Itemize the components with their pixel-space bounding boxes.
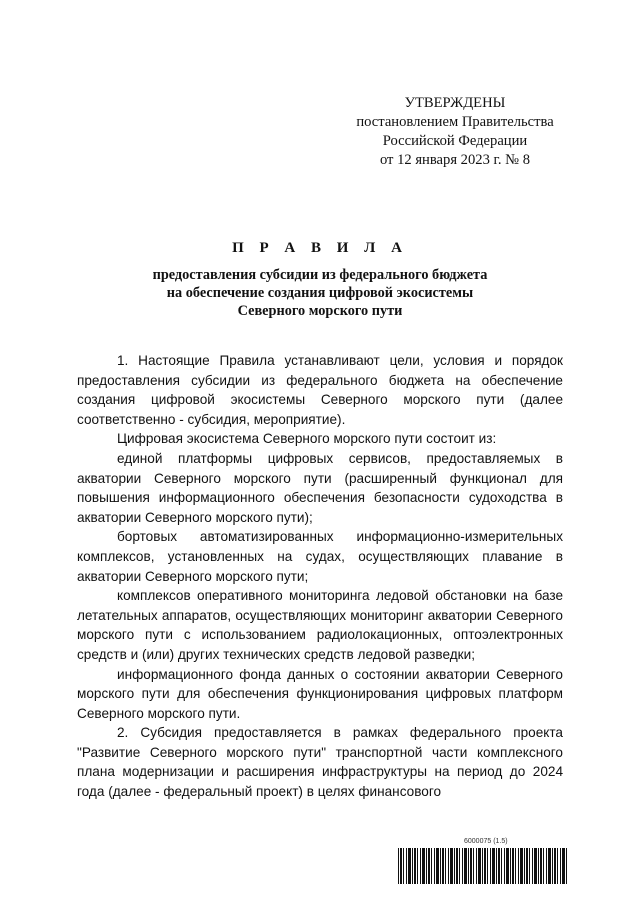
barcode-label: 6000075 (1.5) (464, 838, 508, 845)
barcode-image (398, 848, 568, 884)
document-subtitle (100, 266, 540, 320)
body-paragraph: 2. Субсидия предоставляется в рамках федерального проекта "Развитие Северного морского пути" транспортной части комплексного плана модернизации и расширения инфраструктуры на период до 2024 года (далее - федеральный проект) в целях финансового (77, 725, 563, 800)
subtitle-line: предоставления субсидии из федерального бюджета (152, 267, 488, 283)
subtitle-line: на обеспечение создания цифровой экосистемы (166, 285, 474, 301)
document-body (77, 351, 563, 802)
subtitle-line: Северного морского пути (237, 303, 403, 319)
body-paragraph: информационного фонда данных о состоянии акватории Северного морского пути для обеспечения функционирования цифровых платформ Северного морского пути. (77, 666, 563, 721)
approval-heading: УТВЕРЖДЕНЫ (404, 95, 506, 111)
body-paragraph: Цифровая экосистема Северного морского пути состоит из: (117, 431, 497, 447)
barcode-block (398, 838, 568, 886)
approval-line-date: от 12 января 2023 г. № 8 (379, 152, 531, 168)
approval-line-government: Российской Федерации (382, 133, 528, 149)
approval-stamp (330, 94, 580, 170)
approval-line-resolution: постановлением Правительства (356, 114, 554, 130)
body-paragraph: комплексов оперативного мониторинга ледовой обстановки на базе летательных аппаратов, осуществляющих мониторинг акватории Северного морского пути с использованием радиолокационных, оптоэлектронных средств и (или) других технических средств ледовой разведки; (77, 588, 563, 662)
body-paragraph: бортовых автоматизированных информационно-измерительных комплексов, установленных на судах, осуществляющих плавание в акватории Северного морского пути; (77, 529, 563, 584)
body-paragraph: единой платформы цифровых сервисов, предоставляемых в акватории Северного морского пути (расширенный функционал для повышения информационного обеспечения безопасности судоходства в акватории Северного морского пути); (77, 450, 563, 525)
document-title: П Р А В И Л А (232, 240, 408, 256)
body-paragraph: 1. Настоящие Правила устанавливают цели, условия и порядок предоставления субсидии из федерального бюджета на обеспечение создания цифровой экосистемы Северного морского пути (далее соответственно - субсидия, мероприятие). (77, 353, 563, 427)
